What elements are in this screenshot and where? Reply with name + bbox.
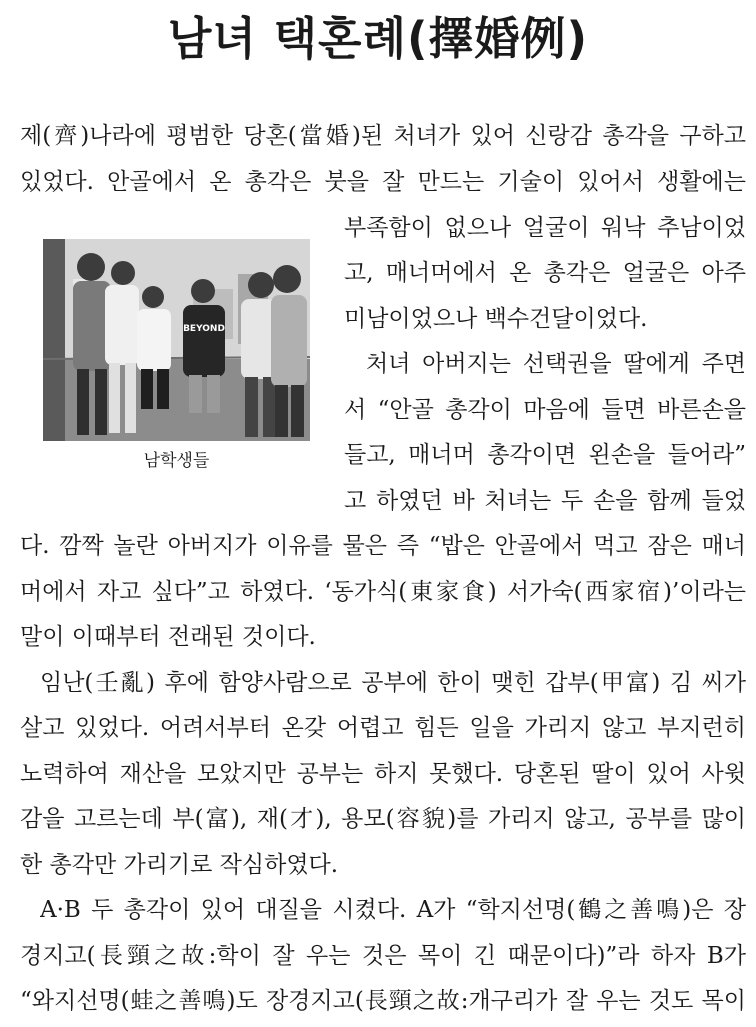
body-line-8: 들고, 매너머 총각이면 왼손을 들어라”: [344, 442, 746, 468]
page-title: 남녀 택혼례(擇婚例): [167, 12, 589, 65]
body-line-12: 말이 이때부터 전래된 것이다.: [20, 624, 316, 650]
body-line-4: 고, 매너머에서 온 총각은 얼굴은 아주: [344, 260, 746, 286]
body-line-11: 머에서 자고 싶다”고 하였다. ‘동가식(東家食) 서가숙(西家宿)’이라는: [20, 579, 746, 605]
body-line-18: A·B 두 총각이 있어 대질을 시켰다. A가 “학지선명(鶴之善鳴)은 장: [40, 897, 746, 923]
body-line-15: 노력하여 재산을 모았지만 공부는 하지 못했다. 당혼된 딸이 있어 사윗: [20, 761, 746, 787]
body-line-10: 다. 깜짝 놀란 아버지가 이유를 물은 즉 “밥은 안골에서 먹고 잠은 매너: [20, 533, 746, 559]
body-line-1: 제(齊)나라에 평범한 당혼(當婚)된 처녀가 있어 신랑감 총각을 구하고: [20, 123, 746, 149]
shirt-text: BEYOND: [183, 324, 225, 334]
students-photo: [43, 239, 310, 441]
body-line-16: 감을 고르는데 부(富), 재(才), 용모(容貌)를 가리지 않고, 공부를 많이: [20, 806, 746, 832]
body-line-20: “와지선명(蛙之善鳴)도 장경지고(長頸之故:개구리가 잘 우는 것도 목이: [20, 988, 746, 1014]
body-line-17: 한 총각만 가리기로 작심하였다.: [20, 852, 339, 878]
photo-illustration: [43, 239, 310, 441]
body-line-13: 임난(壬亂) 후에 함양사람으로 공부에 한이 맺힌 갑부(甲富) 김 씨가: [40, 670, 746, 696]
body-line-5: 미남이었으나 백수건달이었다.: [344, 306, 648, 332]
body-line-6: 처녀 아버지는 선택권을 딸에게 주면: [366, 351, 746, 377]
body-line-7: 서 “안골 총각이 마음에 들면 바른손을: [344, 397, 746, 423]
body-line-19: 경지고(長頸之故:학이 잘 우는 것은 목이 긴 때문이다)”라 하자 B가: [20, 943, 746, 969]
photo-caption: 남학생들: [143, 451, 210, 471]
body-line-9: 고 하였던 바 처녀는 두 손을 함께 들었: [344, 488, 746, 514]
body-line-2: 있었다. 안골에서 온 총각은 붓을 잘 만드는 기술이 있어서 생활에는: [20, 169, 746, 195]
body-line-14: 살고 있었다. 어려서부터 온갖 어렵고 힘든 일을 가리지 않고 부지런히: [20, 715, 746, 741]
body-line-3: 부족함이 없으나 얼굴이 워낙 추남이었: [344, 215, 746, 241]
